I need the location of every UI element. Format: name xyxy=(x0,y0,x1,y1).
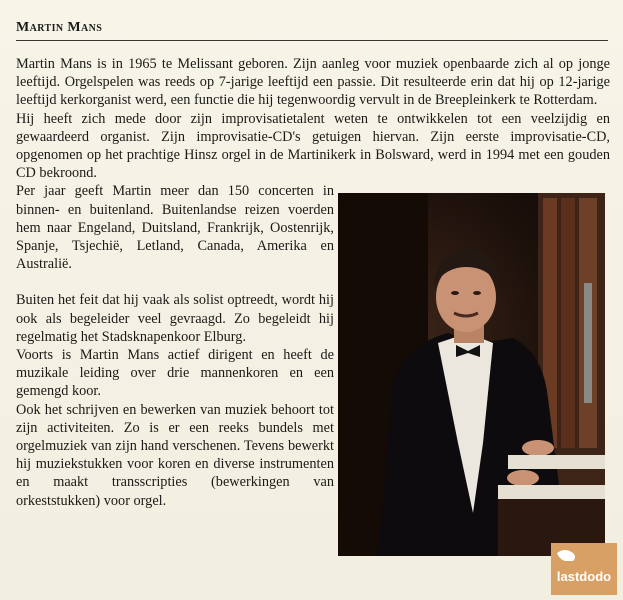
svg-text:lastdodo: lastdodo xyxy=(556,569,612,584)
paragraph-3: Per jaar geeft Martin meer dan 150 concerten in binnen- en buitenland. Buitenlandse reizen voerden hem naar Engeland, Duitsland, Frankrijk, Oostenrijk, Spanje, Tsjechië, Letland, Canada, Amerika en Australië. xyxy=(16,183,334,273)
organist-photo xyxy=(338,193,605,556)
page-title: Martin Mans xyxy=(16,20,103,35)
paragraph-4: Buiten het feit dat hij vaak als solist optreedt, wordt hij ook als begeleider veel gevraagd. Zo begeleidt hij regelmatig het Stadsknapenkoor Elburg. xyxy=(16,292,334,345)
title-divider xyxy=(16,40,608,41)
organist-portrait-illustration xyxy=(338,193,605,556)
lastdodo-logo-icon xyxy=(551,543,617,595)
paragraph-6: Ook het schrijven en bewerken van muziek behoort tot zijn activiteiten. Zo is er een reeks bundels met orgelmuziek van zijn hand verschenen. Tevens bewerkt hij muziekstukken voor koren en diverse instrumenten en maakt transscripties (bewerkingen van orkeststukken) voor orgel. xyxy=(16,401,334,509)
paragraph-1: Martin Mans is in 1965 te Melissant geboren. Zijn aanleg voor muziek openbaarde zich al op jonge leeftijd. Orgelspelen was reeds op 7-jarige leeftijd een passie. Dit resulteerde erin dat hij op 12-jarige leeftijd kerkorganist werd, een functie die hij tegenwoordig vervult in de Breepleinkerk te Rotterdam. xyxy=(16,56,610,109)
paragraph-2: Hij heeft zich mede door zijn improvisatietalent weten te ontwikkelen tot een veelzijdig en gewaardeerd organist. Zijn improvisatie-CD's getuigen hiervan. Zijn eerste improvisatie-CD, opgenomen op het prachtige Hinsz orgel in de Martinikerk in Bolsward, werd in 1994 met een gouden CD bekroond. xyxy=(16,110,610,182)
paragraph-5: Voorts is Martin Mans actief dirigent en heeft de muzikale leiding over drie mannenkoren en een gemengd koor. xyxy=(16,347,334,400)
watermark-logo xyxy=(551,543,617,595)
